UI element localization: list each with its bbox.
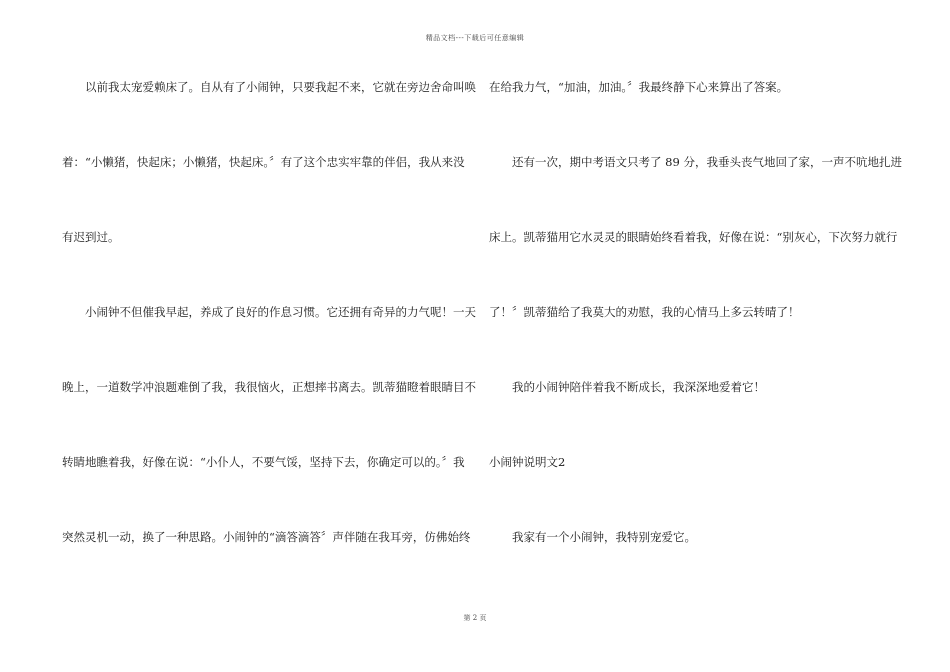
text-line: 我家有一个小闹钟，我特别宠爱它。: [489, 530, 696, 544]
text-line: 晚上，一道数学冲浪题难倒了我，我很恼火，正想摔书离去。凯蒂猫瞪着眼睛目不: [62, 380, 476, 394]
text-line: 在给我力气，“加油，加油。〞我最终静下心来算出了答案。: [489, 80, 789, 94]
text-line: 着：“小懒猪，快起床；小懒猪，快起床。〞有了这个忠实牢靠的伴侣，我从来没: [62, 155, 465, 169]
page-footer: 第 2 页: [463, 614, 487, 622]
text-line: 小闹钟不但催我早起，养成了良好的作息习惯。它还拥有奇异的力气呢！一天: [62, 305, 476, 319]
text-line: 有迟到过。: [62, 230, 120, 244]
text-line: 转睛地瞧着我，好像在说：“小仆人，不要气馁，坚持下去，你确定可以的。〞我: [62, 455, 465, 469]
text-line: 床上。凯蒂猫用它水灵灵的眼睛始终看着我，好像在说：“别灰心，下次努力就行: [489, 230, 898, 244]
text-line: 我的小闹钟陪伴着我不断成长，我深深地爱着它！: [489, 380, 765, 394]
text-line: 以前我太宠爱赖床了。自从有了小闹钟，只要我起不来，它就在旁边舍命叫唤: [62, 80, 476, 94]
section-heading: 小闹钟说明文2: [489, 455, 566, 469]
text-line: 还有一次，期中考语文只考了 89 分，我垂头丧气地回了家，一声不吭地扎进: [489, 155, 902, 169]
text-line: 突然灵机一动，换了一种思路。小闹钟的“滴答滴答〞声伴随在我耳旁，仿佛始终: [62, 530, 471, 544]
page-header: 精品文档---下载后可任意编辑: [425, 34, 525, 42]
text-line: 了！〞凯蒂猫给了我莫大的劝慰，我的心情马上多云转晴了！: [489, 305, 800, 319]
